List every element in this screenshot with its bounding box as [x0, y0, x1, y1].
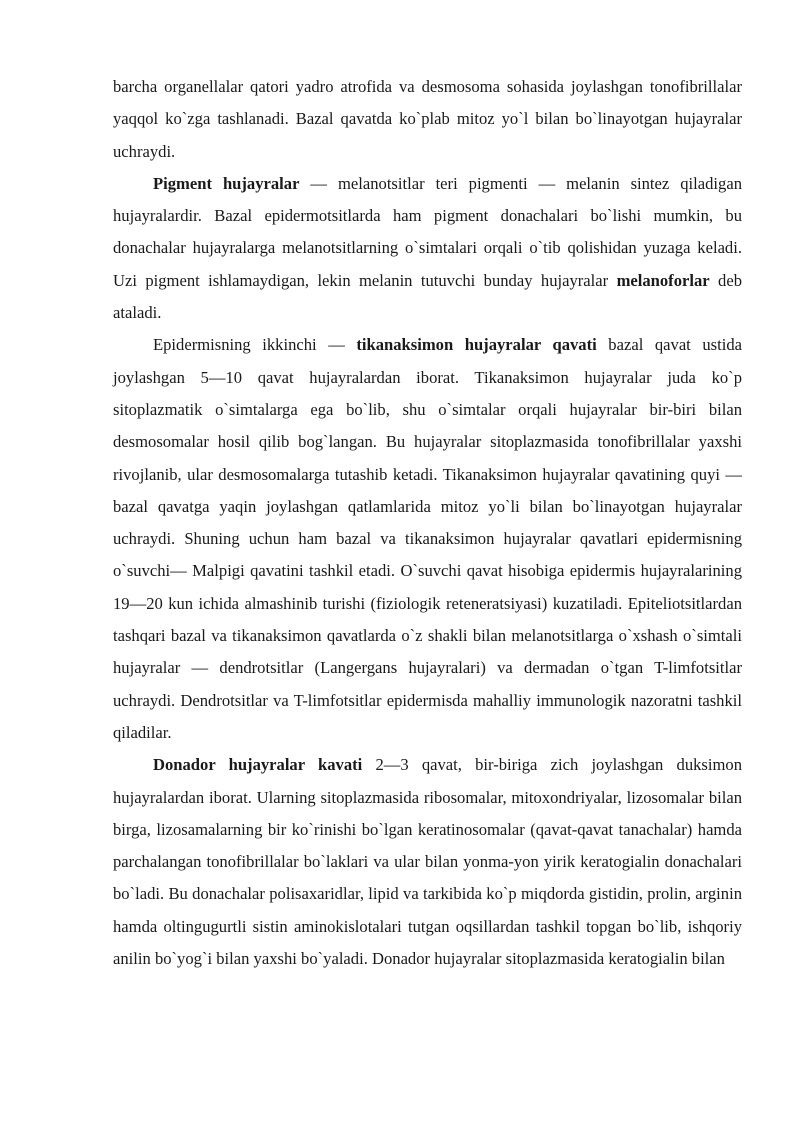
- paragraph-4-text: 2—3 qavat, bir-biriga zich joylashgan duksimon hujayralardan iborat. Ularning sitoplazmasida ribosomalar, mitoxondriyalar, lizosomalar bilan birga, lizosamalarning bir ko`rinishi bo`lgan keratinosomalar (qavat-qavat tanachalar) hamda parchalangan tonofibrillalar bo`laklari va ular bilan yonma-yon yirik keratogialin donachalari bo`ladi. Bu donachalar polisaxaridlar, lipid va tarkibida ko`p miqdorda gistidin, prolin, arginin hamda oltingugurtli sistin aminokislotalari tutgan oqsillardan tashkil topgan bo`lib, ishqoriy anilin bo`yog`i bilan yaxshi bo`yaladi. Donador hujayralar sitoplazmasida keratogialin bilan: [113, 755, 742, 969]
- document-page: [113, 71, 742, 975]
- paragraph-2-text-a: — melanotsitlar teri pigmenti — melanin sintez qiladigan hujayralardir. Bazal epidermotsitlarda ham pigment donachalari bo`lishi mumkin, bu donachalar hujayralarga melanotsitlarning o`simtalari orqali o`tib qolishidan yuzaga keladi. Uzi pigment ishlamaydigan, lekin melanin tutuvchi bunday hujayralar: [113, 173, 742, 290]
- term-pigment-hujayralar: Pigment hujayralar: [153, 173, 300, 193]
- paragraph-2-text-b: deb ataladi.: [113, 270, 743, 323]
- term-donador-kavati: Donador hujayralar kavati: [153, 755, 363, 775]
- term-tikanaksimon-qavati: tikanaksimon hujayralar qavati: [356, 335, 597, 355]
- term-melanoforlar: melanoforlar: [616, 270, 710, 290]
- paragraph-1-text: barcha organellalar qatori yadro atrofida va desmosoma sohasida joylashgan tonofibrillalar yaqqol ko`zga tashlanadi. Bazal qavatda ko`plab mitoz yo`l bilan bo`linayotgan hujayralar uchraydi.: [113, 77, 742, 161]
- paragraph-3: [113, 329, 742, 749]
- paragraph-3-text-a: Epidermisning ikkinchi —: [153, 335, 357, 355]
- paragraph-2: [113, 168, 742, 329]
- paragraph-1: [113, 71, 742, 168]
- paragraph-4: [113, 749, 742, 975]
- paragraph-3-text-b: bazal qavat ustida joylashgan 5—10 qavat hujayralardan iborat. Tikanaksimon hujayralar juda ko`p sitoplazmatik o`simtalarga ega bo`lib, shu o`simtalar orqali hujayralar bir-biri bilan desmosomalar hosil qilib bog`langan. Bu hujayralar sitoplazmasida tonofibrillalar yaxshi rivojlanib, ular desmosomalarga tutashib ketadi. Tikanaksimon hujayralar qavatining quyi — bazal qavatga yaqin joylashgan qatlamlarida mitoz yo`li bilan bo`linayotgan hujayralar uchraydi. Shuning uchun ham bazal va tikanaksimon hujayralar qavatlari epidermisning o`suvchi— Malpigi qavatini tashkil etadi. O`suvchi qavat hisobiga epidermis hujayralarining 19—20 kun ichida almashinib turishi (fiziologik reteneratsiyasi) kuzatiladi. Epiteliotsitlardan tashqari bazal va tikanaksimon qavatlarda o`z shakli bilan melanotsitlarga o`xshash o`simtali hujayralar — dendrotsitlar (Langergans hujayralari) va dermadan o`tgan T-limfotsitlar uchraydi. Dendrotsitlar va T-limfotsitlar epidermisda mahalliy immunologik nazoratni tashkil qiladilar.: [113, 335, 742, 742]
